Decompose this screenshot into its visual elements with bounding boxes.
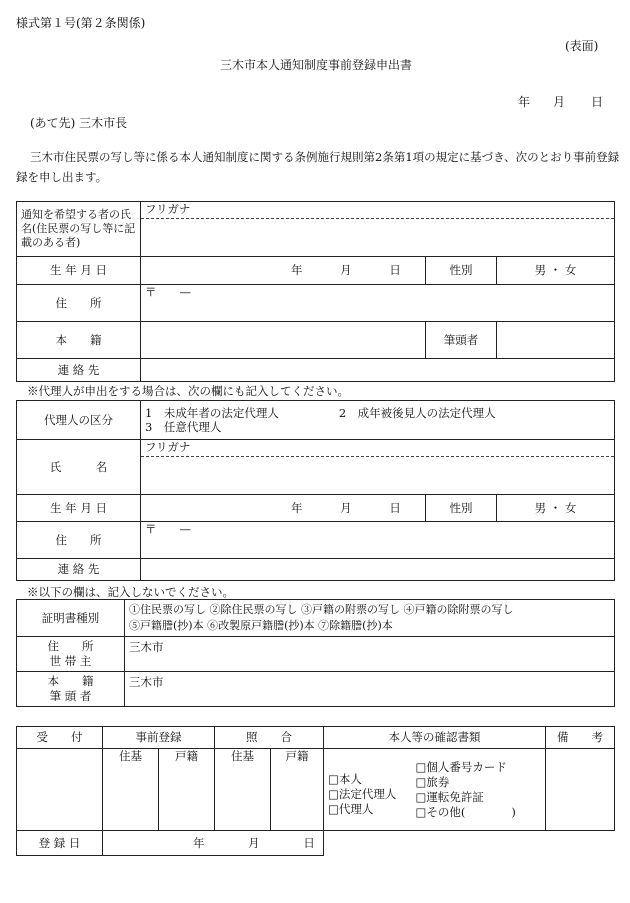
doc-other[interactable]: □その他( )	[415, 804, 516, 819]
applicant-furigana: フリガナ	[141, 202, 614, 219]
side-label: (表面)	[565, 39, 599, 53]
agent-birth-cell[interactable]	[141, 495, 426, 522]
agent-birth-month: 月	[340, 500, 352, 515]
check-legal-agent[interactable]: □法定代理人	[328, 787, 397, 801]
intro-line-1: 三木市住民票の写し等に係る本人通知制度に関する条例施行規則第2条第1項の規定に基づき、次のとおり事前登録	[30, 150, 620, 164]
col-check: 照 合	[215, 727, 324, 749]
sub-juki-1: 住基	[103, 749, 159, 831]
agent-contact-cell[interactable]	[141, 559, 615, 581]
page-title: 三木市本人通知制度事前登録申出書	[220, 58, 413, 72]
addressee: (あて先) 三木市長	[30, 116, 128, 130]
applicant-birth-year: 年	[291, 263, 303, 277]
applicant-name-cell[interactable]	[141, 202, 615, 257]
applicant-sex-label: 性別	[426, 257, 497, 285]
applicant-name-label: 通知を希望する者の氏名(住民票の写し等に記載のある者)	[17, 202, 141, 257]
check-agent[interactable]: □代理人	[328, 802, 374, 816]
doc-mynumber[interactable]: □個人番号カード	[415, 759, 507, 774]
office-address-label	[17, 637, 125, 672]
sub-juki-2: 住基	[215, 749, 271, 831]
check-self[interactable]: □本人	[328, 772, 362, 786]
applicant-contact-label: 連 絡 先	[17, 359, 141, 382]
doc-list	[412, 749, 546, 831]
agent-birth-year: 年	[291, 500, 303, 515]
agent-name-label: 氏 名	[17, 440, 141, 495]
intro-line-2: 録を申し出ます。	[16, 170, 108, 184]
applicant-table	[16, 201, 615, 382]
col-receive: 受 付	[17, 727, 103, 749]
notes-cell	[546, 749, 615, 831]
applicant-honseki-label: 本 籍	[17, 322, 141, 359]
applicant-honseki-cell[interactable]	[141, 322, 426, 359]
applicant-sex-value[interactable]: 男 ・ 女	[497, 257, 615, 285]
office-address-value: 三木市	[125, 637, 615, 672]
applicant-postal: 〒 —	[145, 285, 191, 299]
applicant-head-cell[interactable]	[497, 322, 615, 359]
agent-type-label: 代理人の区分	[17, 401, 141, 440]
agent-address-label: 住 所	[17, 522, 141, 559]
reg-year: 年	[193, 835, 205, 850]
office-honseki-label-2: 筆 頭 者	[49, 689, 92, 703]
date-month: 月	[553, 95, 566, 109]
reception-table	[16, 726, 615, 856]
cert-type-label: 証明書種別	[17, 600, 125, 637]
col-prereg: 事前登録	[103, 727, 215, 749]
sub-koseki-1: 戸籍	[159, 749, 215, 831]
form-number: 様式第１号(第２条関係)	[16, 16, 146, 30]
applicant-birth-cell[interactable]	[141, 257, 426, 285]
agent-sex-value[interactable]: 男 ・ 女	[497, 495, 615, 522]
applicant-birth-day: 日	[389, 263, 401, 277]
applicant-head-label: 筆頭者	[426, 322, 497, 359]
applicant-birth-month: 月	[340, 263, 352, 277]
reg-blank	[324, 831, 615, 856]
cert-line-2: ⑤戸籍謄(抄)本 ⑥改製原戸籍謄(抄)本 ⑦除籍謄(抄)本	[129, 619, 393, 632]
office-address-label-2: 世 帯 主	[49, 654, 92, 668]
col-notes: 備 考	[546, 727, 615, 749]
agent-postal: 〒 —	[145, 522, 191, 536]
applicant-address-cell[interactable]	[141, 285, 615, 322]
reg-date-label: 登 録 日	[17, 831, 103, 856]
office-address-label-1: 住 所	[47, 639, 94, 653]
sub-koseki-2: 戸籍	[271, 749, 324, 831]
agent-table	[16, 400, 615, 581]
applicant-birth-label: 生 年 月 日	[17, 257, 141, 285]
agent-option-2[interactable]: 2 成年被後見人の法定代理人	[338, 406, 496, 420]
reg-month: 月	[248, 835, 260, 850]
agent-sex-label: 性別	[426, 495, 497, 522]
agent-name-cell[interactable]	[141, 440, 615, 495]
agent-furigana: フリガナ	[141, 440, 614, 457]
doc-license[interactable]: □運転免許証	[415, 789, 484, 804]
agent-note: ※代理人が申出をする場合は、次の欄にも記入してください。	[27, 384, 349, 398]
receive-cell	[17, 749, 103, 831]
reg-date-cell	[103, 831, 324, 856]
agent-birth-day: 日	[389, 500, 401, 515]
agent-option-3[interactable]: 3 任意代理人	[145, 420, 222, 434]
office-honseki-label-1: 本 籍	[47, 674, 94, 688]
agent-address-cell[interactable]	[141, 522, 615, 559]
agent-type-cell[interactable]	[141, 401, 615, 440]
col-docs: 本人等の確認書類	[324, 727, 546, 749]
agent-option-1[interactable]: 1 未成年者の法定代理人	[145, 406, 279, 420]
agent-birth-label: 生 年 月 日	[17, 495, 141, 522]
office-note: ※以下の欄は、記入しないでください。	[27, 585, 234, 599]
agent-contact-label: 連 絡 先	[17, 559, 141, 581]
applicant-address-label: 住 所	[17, 285, 141, 322]
office-table	[16, 599, 615, 707]
cert-line-1: ①住民票の写し ②除住民票の写し ③戸籍の附票の写し ④戸籍の除附票の写し	[129, 603, 514, 616]
check-list	[324, 749, 412, 831]
office-honseki-label	[17, 672, 125, 707]
office-honseki-value: 三木市	[125, 672, 615, 707]
date-day: 日	[591, 95, 604, 109]
reg-day: 日	[303, 835, 315, 850]
applicant-contact-cell[interactable]	[141, 359, 615, 382]
cert-type-cell	[125, 600, 615, 637]
doc-passport[interactable]: □旅券	[415, 774, 450, 789]
date-year: 年	[518, 95, 531, 109]
